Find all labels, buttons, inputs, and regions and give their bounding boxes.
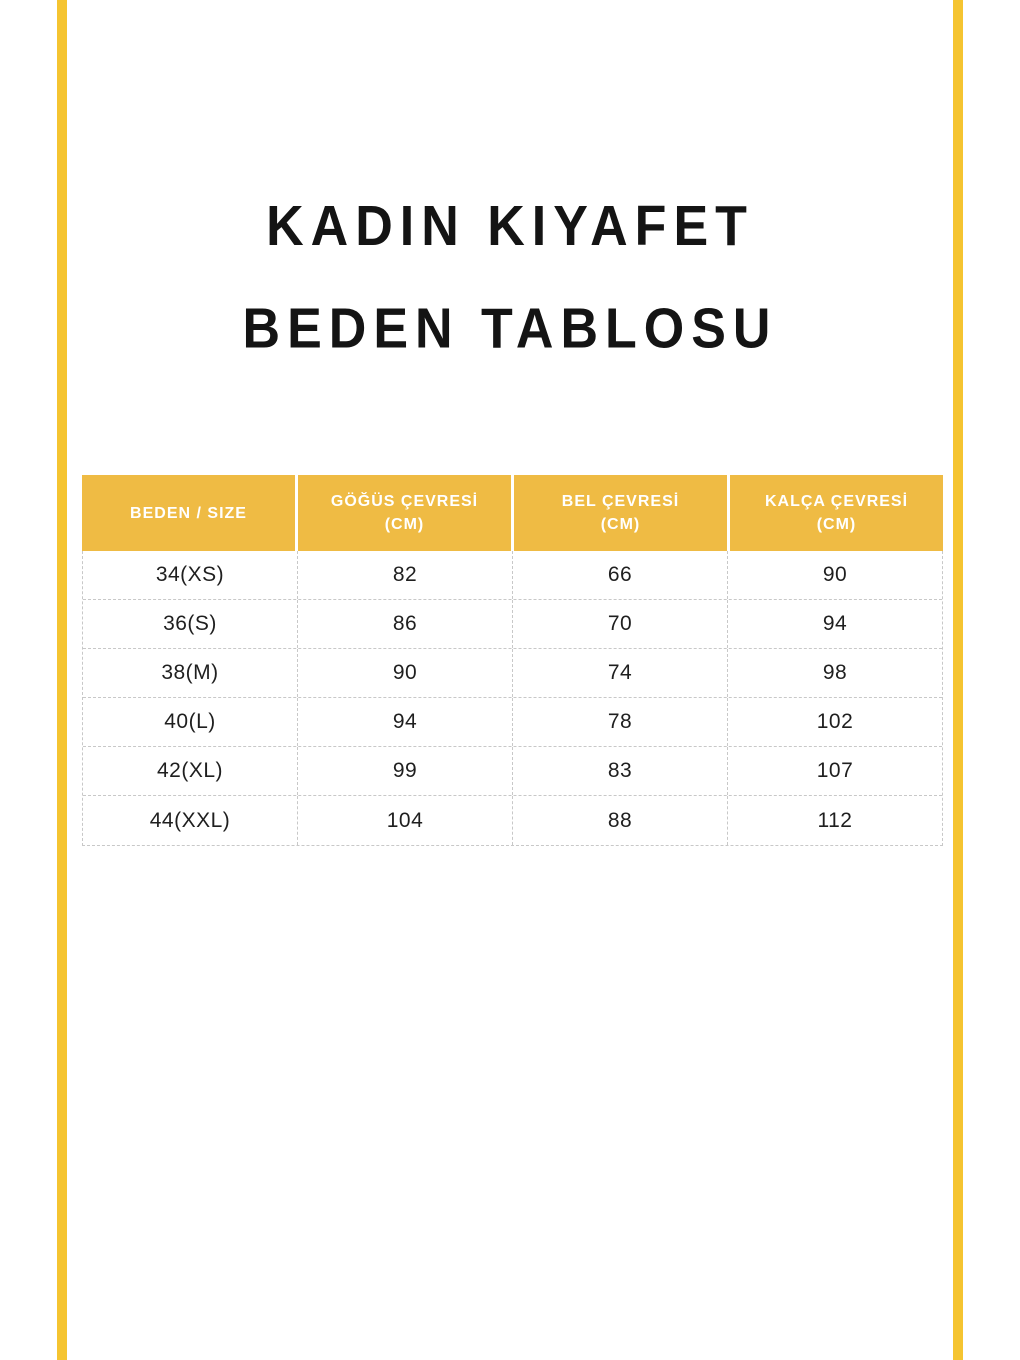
header-cell-hip — [730, 475, 943, 551]
header-sublabel: (CM) — [816, 516, 857, 533]
table-cell-chest: 82 — [298, 551, 513, 599]
table-cell-chest: 90 — [298, 649, 513, 697]
table-cell-size: 38(M) — [83, 649, 298, 697]
table-cell-waist: 66 — [513, 551, 728, 599]
header-cell-waist — [514, 475, 730, 551]
page-title-line2: BEDEN TABLOSU — [242, 298, 778, 361]
table-cell-chest: 94 — [298, 698, 513, 746]
table-cell-hip: 107 — [816, 759, 854, 782]
header-label: BEDEN / SIZE — [130, 504, 247, 522]
header-cell-chest — [298, 475, 514, 551]
size-table — [82, 475, 943, 846]
table-cell-hip: 98 — [822, 661, 848, 684]
header-label: KALÇA ÇEVRESİ — [764, 493, 909, 510]
left-accent-bar — [57, 0, 67, 1360]
table-row — [83, 649, 942, 698]
table-row — [83, 698, 942, 747]
page-title — [67, 176, 953, 381]
table-cell-waist: 70 — [513, 600, 728, 648]
header-sublabel: (CM) — [384, 516, 425, 533]
header-label: BEL ÇEVRESİ — [561, 493, 680, 510]
table-row — [83, 551, 942, 600]
table-cell-hip: 94 — [822, 612, 848, 635]
table-row — [83, 600, 942, 649]
table-cell-waist: 83 — [513, 747, 728, 795]
table-cell-size: 36(S) — [83, 600, 298, 648]
table-cell-size: 42(XL) — [83, 747, 298, 795]
table-cell-waist: 74 — [513, 649, 728, 697]
table-row — [83, 796, 942, 845]
table-cell-chest: 86 — [298, 600, 513, 648]
table-cell-size: 34(XS) — [83, 551, 298, 599]
header-label: GÖĞÜS ÇEVRESİ — [330, 493, 479, 510]
table-cell-size: 40(L) — [83, 698, 298, 746]
table-cell-hip: 102 — [816, 710, 854, 733]
page-title-line1: KADIN KIYAFET — [266, 195, 754, 259]
header-sublabel: (CM) — [600, 516, 641, 533]
table-header-row — [82, 475, 943, 551]
table-cell-chest: 99 — [298, 747, 513, 795]
table-cell-chest: 104 — [298, 796, 513, 845]
table-cell-hip: 112 — [817, 808, 853, 832]
right-accent-bar — [953, 0, 963, 1360]
table-cell-hip: 90 — [822, 563, 848, 586]
table-body — [82, 551, 943, 846]
table-cell-waist: 78 — [513, 698, 728, 746]
table-cell-waist: 88 — [513, 796, 728, 845]
table-row — [83, 747, 942, 796]
table-cell-size: 44(XXL) — [83, 796, 298, 845]
header-cell-size — [82, 475, 298, 551]
